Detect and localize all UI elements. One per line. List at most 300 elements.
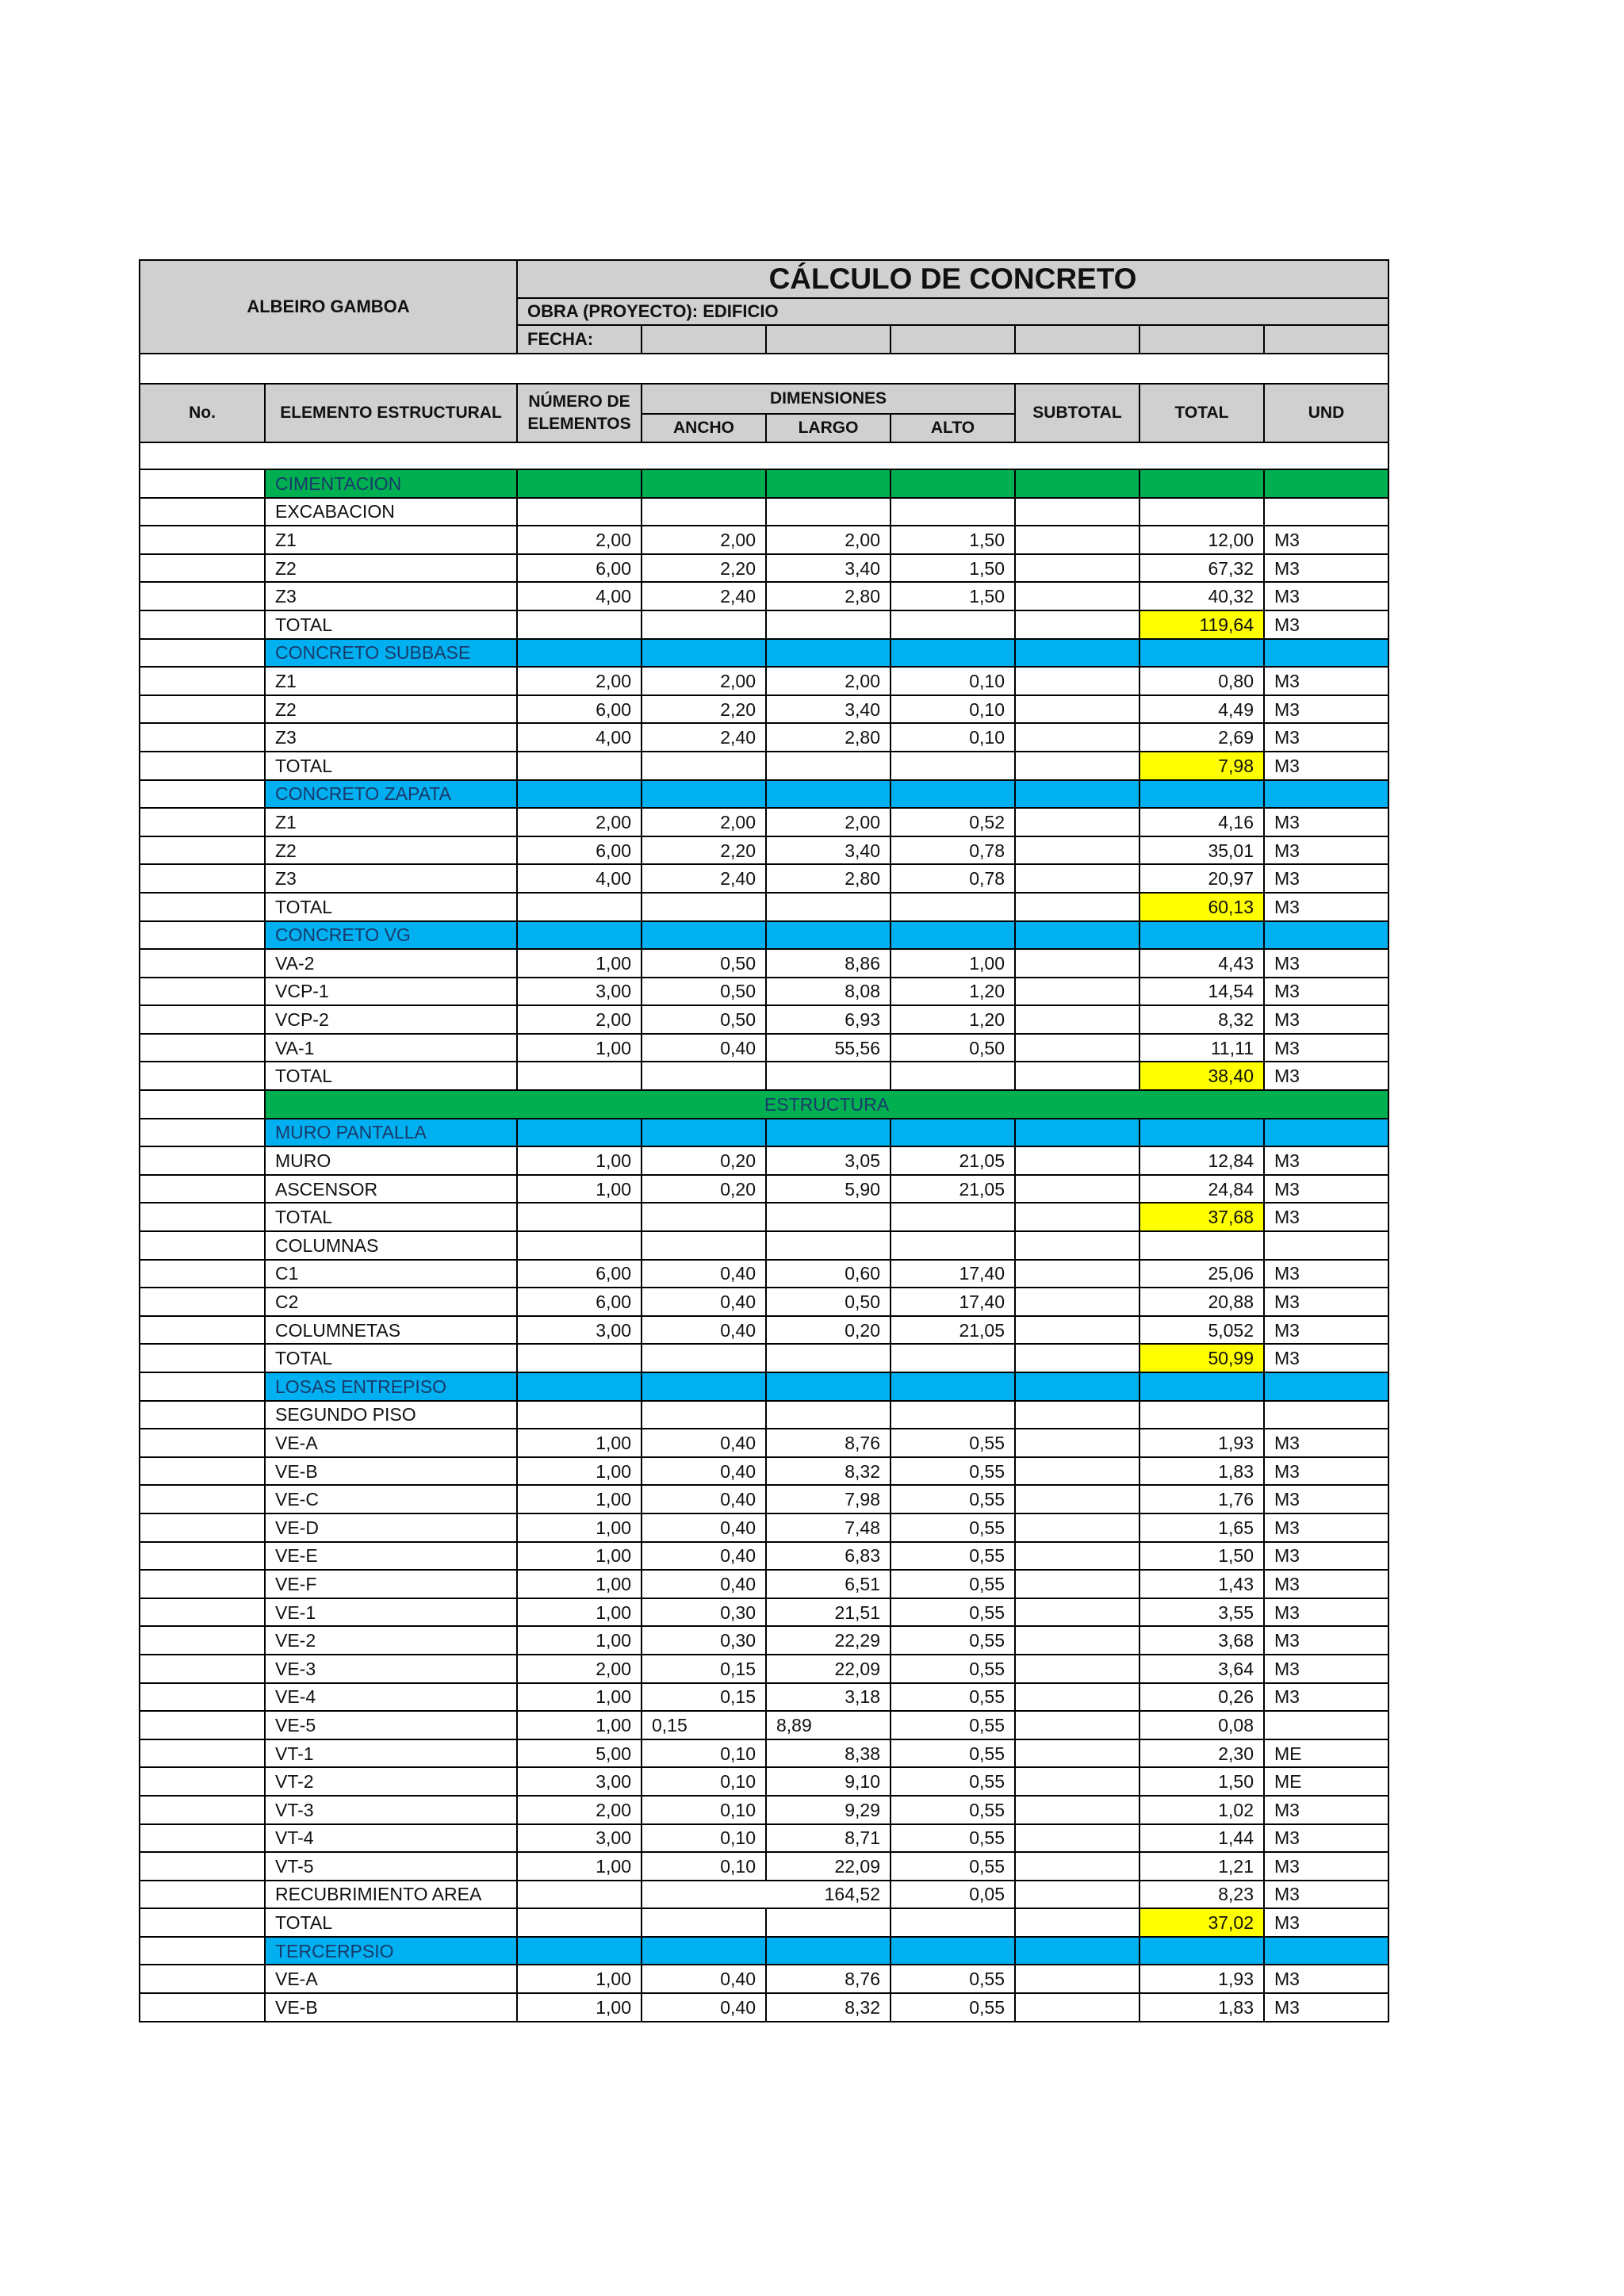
und-cell: M3	[1264, 1570, 1388, 1598]
count-cell: 1,00	[517, 1513, 642, 1542]
und-cell: M3	[1264, 1429, 1388, 1457]
table-row	[140, 582, 1388, 610]
total-cell: 2,69	[1139, 723, 1264, 752]
alto-cell: 0,55	[891, 1965, 1015, 1993]
element-label: TOTAL	[265, 610, 517, 639]
section-fill-cell	[517, 469, 642, 498]
und-cell	[1264, 1231, 1388, 1260]
row-no-cell	[140, 752, 265, 780]
und-cell: M3	[1264, 695, 1388, 724]
row-no-cell	[140, 1457, 265, 1486]
subtotal-cell	[1015, 1739, 1139, 1768]
col-dimensions: DIMENSIONES	[642, 384, 1015, 414]
section-fill-cell	[642, 1372, 766, 1401]
largo-cell: 0,20	[766, 1316, 891, 1345]
total-cell: 0,80	[1139, 667, 1264, 695]
total-cell: 20,97	[1139, 864, 1264, 893]
largo-cell: 22,09	[766, 1655, 891, 1683]
table-row	[140, 526, 1388, 554]
table-row	[140, 1655, 1388, 1683]
table-row	[140, 1372, 1388, 1401]
subtotal-cell	[1015, 554, 1139, 583]
alto-cell: 0,05	[891, 1881, 1015, 1909]
total-cell: 3,68	[1139, 1626, 1264, 1655]
und-cell: M3	[1264, 1005, 1388, 1034]
section-fill-cell	[766, 1372, 891, 1401]
alto-cell: 21,05	[891, 1316, 1015, 1345]
alto-cell: 0,78	[891, 864, 1015, 893]
und-cell: M3	[1264, 893, 1388, 921]
row-no-cell	[140, 1034, 265, 1062]
subtotal-cell	[1015, 667, 1139, 695]
count-cell	[517, 1062, 642, 1090]
und-cell: M3	[1264, 864, 1388, 893]
alto-cell: 0,55	[891, 1570, 1015, 1598]
subtotal-cell	[1015, 1626, 1139, 1655]
largo-cell: 3,40	[766, 836, 891, 865]
section-fill-cell	[642, 469, 766, 498]
row-no-cell	[140, 1683, 265, 1712]
table-row	[140, 667, 1388, 695]
table-row	[140, 1513, 1388, 1542]
row-no-cell	[140, 1767, 265, 1796]
section-fill-cell	[517, 780, 642, 809]
element-label: TOTAL	[265, 1203, 517, 1231]
subtotal-cell	[1015, 1993, 1139, 2022]
alto-cell: 0,55	[891, 1542, 1015, 1571]
alto-cell: 0,50	[891, 1034, 1015, 1062]
element-label: Z3	[265, 864, 517, 893]
und-cell: M3	[1264, 1062, 1388, 1090]
section-fill-cell	[766, 1119, 891, 1147]
element-label: VE-D	[265, 1513, 517, 1542]
spacer-row	[140, 442, 1388, 469]
subtotal-cell	[1015, 1146, 1139, 1175]
count-cell: 4,00	[517, 723, 642, 752]
ancho-cell: 0,20	[642, 1146, 766, 1175]
total-cell: 1,93	[1139, 1429, 1264, 1457]
largo-cell: 6,51	[766, 1570, 891, 1598]
total-cell: 40,32	[1139, 582, 1264, 610]
subtotal-cell	[1015, 610, 1139, 639]
row-no-cell	[140, 1852, 265, 1881]
date-cell	[1139, 325, 1264, 354]
und-cell: ME	[1264, 1767, 1388, 1796]
section-fill-cell	[642, 780, 766, 809]
alto-cell: 0,55	[891, 1796, 1015, 1824]
largo-cell	[766, 1231, 891, 1260]
section-fill-cell	[891, 921, 1015, 950]
largo-cell: 2,80	[766, 582, 891, 610]
row-no-cell	[140, 1908, 265, 1937]
count-cell: 3,00	[517, 1767, 642, 1796]
largo-cell: 0,60	[766, 1260, 891, 1288]
und-cell: M3	[1264, 1655, 1388, 1683]
ancho-cell: 0,30	[642, 1598, 766, 1627]
count-cell: 2,00	[517, 1796, 642, 1824]
subtotal-cell	[1015, 1231, 1139, 1260]
alto-cell: 1,50	[891, 526, 1015, 554]
section-fill-cell	[1139, 1937, 1264, 1965]
und-cell: M3	[1264, 1626, 1388, 1655]
table-body	[140, 469, 1388, 2022]
total-cell: 20,88	[1139, 1288, 1264, 1316]
element-label: VE-4	[265, 1683, 517, 1712]
total-cell: 1,93	[1139, 1965, 1264, 1993]
count-cell: 1,00	[517, 1598, 642, 1627]
count-cell	[517, 1344, 642, 1372]
subtotal-cell	[1015, 978, 1139, 1006]
subtotal-cell	[1015, 1062, 1139, 1090]
table-row	[140, 893, 1388, 921]
element-label: VE-2	[265, 1626, 517, 1655]
ancho-cell: 0,50	[642, 1005, 766, 1034]
concrete-calculation-table	[139, 259, 1389, 2022]
alto-cell: 0,55	[891, 1711, 1015, 1739]
section-fill-cell	[1015, 921, 1139, 950]
table-row	[140, 1090, 1388, 1119]
largo-cell	[766, 1344, 891, 1372]
row-no-cell	[140, 808, 265, 836]
table-row	[140, 1965, 1388, 1993]
section-fill-cell	[1139, 1119, 1264, 1147]
table-row	[140, 639, 1388, 668]
subtotal-cell	[1015, 836, 1139, 865]
subtotal-cell	[1015, 893, 1139, 921]
largo-cell: 55,56	[766, 1034, 891, 1062]
element-label: TOTAL	[265, 752, 517, 780]
count-cell: 1,00	[517, 1175, 642, 1203]
table-row	[140, 780, 1388, 809]
subtotal-cell	[1015, 1457, 1139, 1486]
ancho-cell: 0,40	[642, 1485, 766, 1513]
total-cell: 119,64	[1139, 610, 1264, 639]
element-label: Z1	[265, 526, 517, 554]
row-no-cell	[140, 1175, 265, 1203]
largo-cell: 22,29	[766, 1626, 891, 1655]
alto-cell	[891, 1344, 1015, 1372]
und-cell: M3	[1264, 582, 1388, 610]
total-cell: 60,13	[1139, 893, 1264, 921]
table-row	[140, 723, 1388, 752]
element-label: VCP-1	[265, 978, 517, 1006]
ancho-cell	[642, 498, 766, 526]
largo-cell: 8,76	[766, 1429, 891, 1457]
total-cell: 1,65	[1139, 1513, 1264, 1542]
section-title: CONCRETO SUBBASE	[265, 639, 517, 668]
largo-cell: 0,50	[766, 1288, 891, 1316]
und-cell: M3	[1264, 1175, 1388, 1203]
largo-cell: 164,52	[642, 1881, 891, 1909]
subtotal-cell	[1015, 1034, 1139, 1062]
count-cell: 1,00	[517, 1429, 642, 1457]
row-no-cell	[140, 1260, 265, 1288]
element-label: TOTAL	[265, 1062, 517, 1090]
count-cell: 1,00	[517, 1570, 642, 1598]
und-cell: M3	[1264, 1203, 1388, 1231]
alto-cell: 0,55	[891, 1739, 1015, 1768]
ancho-cell: 0,40	[642, 1457, 766, 1486]
total-cell: 1,21	[1139, 1852, 1264, 1881]
element-label: VE-3	[265, 1655, 517, 1683]
und-cell: M3	[1264, 978, 1388, 1006]
largo-cell	[766, 1401, 891, 1429]
col-count-line1: NÚMERO DE	[528, 392, 630, 411]
row-no-cell	[140, 1372, 265, 1401]
section-fill-cell	[891, 780, 1015, 809]
count-cell: 1,00	[517, 1626, 642, 1655]
row-no-cell	[140, 1146, 265, 1175]
table-row	[140, 1034, 1388, 1062]
table-row	[140, 921, 1388, 950]
und-cell: M3	[1264, 949, 1388, 978]
unit-cell: M3	[1264, 1881, 1388, 1909]
count-cell	[517, 1203, 642, 1231]
ancho-cell: 2,20	[642, 695, 766, 724]
element-label: VE-C	[265, 1485, 517, 1513]
table-row	[140, 1119, 1388, 1147]
ancho-cell: 0,10	[642, 1796, 766, 1824]
section-fill-cell	[766, 780, 891, 809]
table-row	[140, 1937, 1388, 1965]
table-row	[140, 1062, 1388, 1090]
total-cell: 37,68	[1139, 1203, 1264, 1231]
und-cell: M3	[1264, 752, 1388, 780]
element-label: VE-B	[265, 1457, 517, 1486]
largo-cell	[766, 893, 891, 921]
row-no-cell	[140, 1739, 265, 1768]
total-cell: 4,16	[1139, 808, 1264, 836]
und-cell: M3	[1264, 1288, 1388, 1316]
largo-cell: 3,05	[766, 1146, 891, 1175]
total-cell: 50,99	[1139, 1344, 1264, 1372]
element-label: SEGUNDO PISO	[265, 1401, 517, 1429]
table-row	[140, 1796, 1388, 1824]
alto-cell: 0,10	[891, 723, 1015, 752]
element-label: Z3	[265, 582, 517, 610]
count-cell: 1,00	[517, 949, 642, 978]
count-cell: 4,00	[517, 582, 642, 610]
largo-cell	[766, 1062, 891, 1090]
total-cell: 24,84	[1139, 1175, 1264, 1203]
largo-cell	[766, 752, 891, 780]
und-cell: M3	[1264, 1598, 1388, 1627]
count-cell: 1,00	[517, 1457, 642, 1486]
count-cell: 1,00	[517, 1711, 642, 1739]
table-row	[140, 1260, 1388, 1288]
section-title: LOSAS ENTREPISO	[265, 1372, 517, 1401]
total-cell: 14,54	[1139, 978, 1264, 1006]
subtotal-cell	[1015, 526, 1139, 554]
ancho-cell: 0,40	[642, 1260, 766, 1288]
date-cell	[766, 325, 891, 354]
table-row	[140, 1457, 1388, 1486]
section-fill-cell	[517, 921, 642, 950]
largo-cell: 9,29	[766, 1796, 891, 1824]
largo-cell: 2,00	[766, 526, 891, 554]
alto-cell: 0,55	[891, 1513, 1015, 1542]
section-fill-cell	[1264, 469, 1388, 498]
und-cell: M3	[1264, 1146, 1388, 1175]
und-cell: M3	[1264, 836, 1388, 865]
largo-cell	[766, 1203, 891, 1231]
count-cell: 1,00	[517, 1965, 642, 1993]
total-cell: 1,44	[1139, 1824, 1264, 1853]
row-no-cell	[140, 1824, 265, 1853]
date-cell	[642, 325, 766, 354]
section-fill-cell	[1264, 921, 1388, 950]
row-no-cell	[140, 639, 265, 668]
ancho-cell	[642, 752, 766, 780]
table-row	[140, 610, 1388, 639]
element-label: Z2	[265, 554, 517, 583]
total-cell: 7,98	[1139, 752, 1264, 780]
alto-cell	[891, 1231, 1015, 1260]
subtotal-cell	[1015, 1288, 1139, 1316]
col-subtotal: SUBTOTAL	[1015, 384, 1139, 442]
total-cell: 4,43	[1139, 949, 1264, 978]
und-cell: M3	[1264, 1260, 1388, 1288]
element-label: VT-5	[265, 1852, 517, 1881]
count-cell: 1,00	[517, 1683, 642, 1712]
ancho-cell: 0,40	[642, 1288, 766, 1316]
largo-cell: 8,89	[766, 1711, 891, 1739]
table-row	[140, 1231, 1388, 1260]
ancho-cell: 0,20	[642, 1175, 766, 1203]
count-cell	[517, 498, 642, 526]
ancho-cell: 2,40	[642, 723, 766, 752]
subtotal-cell	[1015, 582, 1139, 610]
row-no-cell	[140, 1062, 265, 1090]
ancho-cell	[642, 1908, 766, 1937]
subtotal-cell	[1015, 752, 1139, 780]
subtotal-cell	[1015, 1316, 1139, 1345]
subtotal-cell	[1015, 1260, 1139, 1288]
alto-cell: 0,55	[891, 1683, 1015, 1712]
count-cell	[517, 1231, 642, 1260]
count-cell: 2,00	[517, 1655, 642, 1683]
ancho-cell: 0,50	[642, 978, 766, 1006]
und-cell: M3	[1264, 1316, 1388, 1345]
und-cell: M3	[1264, 1965, 1388, 1993]
col-ancho: ANCHO	[642, 414, 766, 442]
subtotal-cell	[1015, 1175, 1139, 1203]
ancho-cell: 2,00	[642, 526, 766, 554]
ancho-cell: 0,10	[642, 1824, 766, 1853]
total-cell: 3,55	[1139, 1598, 1264, 1627]
ancho-cell: 2,40	[642, 864, 766, 893]
element-label: COLUMNAS	[265, 1231, 517, 1260]
section-title: TERCERPSIO	[265, 1937, 517, 1965]
und-cell: M3	[1264, 723, 1388, 752]
largo-cell: 2,80	[766, 864, 891, 893]
count-cell: 6,00	[517, 554, 642, 583]
table-row	[140, 554, 1388, 583]
count-cell: 2,00	[517, 808, 642, 836]
table-row	[140, 1401, 1388, 1429]
largo-cell	[766, 1908, 891, 1937]
count-cell: 6,00	[517, 1260, 642, 1288]
alto-cell: 1,50	[891, 554, 1015, 583]
section-fill-cell	[766, 469, 891, 498]
date-cell	[891, 325, 1015, 354]
section-fill-cell	[1264, 1119, 1388, 1147]
alto-cell: 0,55	[891, 1598, 1015, 1627]
total-cell: 1,43	[1139, 1570, 1264, 1598]
table-row	[140, 695, 1388, 724]
table-row	[140, 1005, 1388, 1034]
row-no-cell	[140, 695, 265, 724]
section-fill-cell	[1015, 780, 1139, 809]
row-no-cell	[140, 1598, 265, 1627]
col-count	[517, 384, 642, 442]
count-cell: 2,00	[517, 667, 642, 695]
count-cell: 1,00	[517, 1485, 642, 1513]
total-cell: 0,08	[1139, 1711, 1264, 1739]
largo-cell: 3,40	[766, 695, 891, 724]
ancho-cell	[642, 1401, 766, 1429]
count-cell	[517, 752, 642, 780]
count-cell: 6,00	[517, 836, 642, 865]
subtotal-cell	[1015, 1824, 1139, 1853]
col-alto: ALTO	[891, 414, 1015, 442]
ancho-cell: 0,40	[642, 1570, 766, 1598]
alto-cell	[891, 1062, 1015, 1090]
table-row	[140, 752, 1388, 780]
alto-cell: 0,55	[891, 1485, 1015, 1513]
section-fill-cell	[642, 1937, 766, 1965]
row-no-cell	[140, 1626, 265, 1655]
section-fill-cell	[1015, 639, 1139, 668]
author-name: ALBEIRO GAMBOA	[140, 260, 517, 354]
largo-cell	[766, 610, 891, 639]
total-cell: 3,64	[1139, 1655, 1264, 1683]
total-cell: 2,30	[1139, 1739, 1264, 1768]
total-cell: 12,00	[1139, 526, 1264, 554]
section-fill-cell	[1139, 469, 1264, 498]
row-no-cell	[140, 1542, 265, 1571]
row-no-cell	[140, 1881, 265, 1909]
alto-cell: 1,20	[891, 978, 1015, 1006]
row-no-cell	[140, 1429, 265, 1457]
element-label: VT-2	[265, 1767, 517, 1796]
row-no-cell	[140, 1965, 265, 1993]
row-no-cell	[140, 1119, 265, 1147]
row-no-cell	[140, 1937, 265, 1965]
ancho-cell: 2,20	[642, 836, 766, 865]
element-label: VE-1	[265, 1598, 517, 1627]
alto-cell: 21,05	[891, 1146, 1015, 1175]
count-cell: 1,00	[517, 1993, 642, 2022]
und-cell: M3	[1264, 526, 1388, 554]
section-title: ESTRUCTURA	[265, 1090, 1388, 1119]
und-cell: M3	[1264, 1824, 1388, 1853]
subtotal-cell	[1015, 498, 1139, 526]
alto-cell: 21,05	[891, 1175, 1015, 1203]
row-no-cell	[140, 1993, 265, 2022]
element-label: TOTAL	[265, 1344, 517, 1372]
section-fill-cell	[891, 469, 1015, 498]
table-row	[140, 1908, 1388, 1937]
row-no-cell	[140, 1513, 265, 1542]
alto-cell	[891, 610, 1015, 639]
alto-cell: 0,55	[891, 1824, 1015, 1853]
und-cell: M3	[1264, 554, 1388, 583]
total-cell	[1139, 498, 1264, 526]
table-row	[140, 1626, 1388, 1655]
row-no-cell	[140, 893, 265, 921]
und-cell: M3	[1264, 1513, 1388, 1542]
